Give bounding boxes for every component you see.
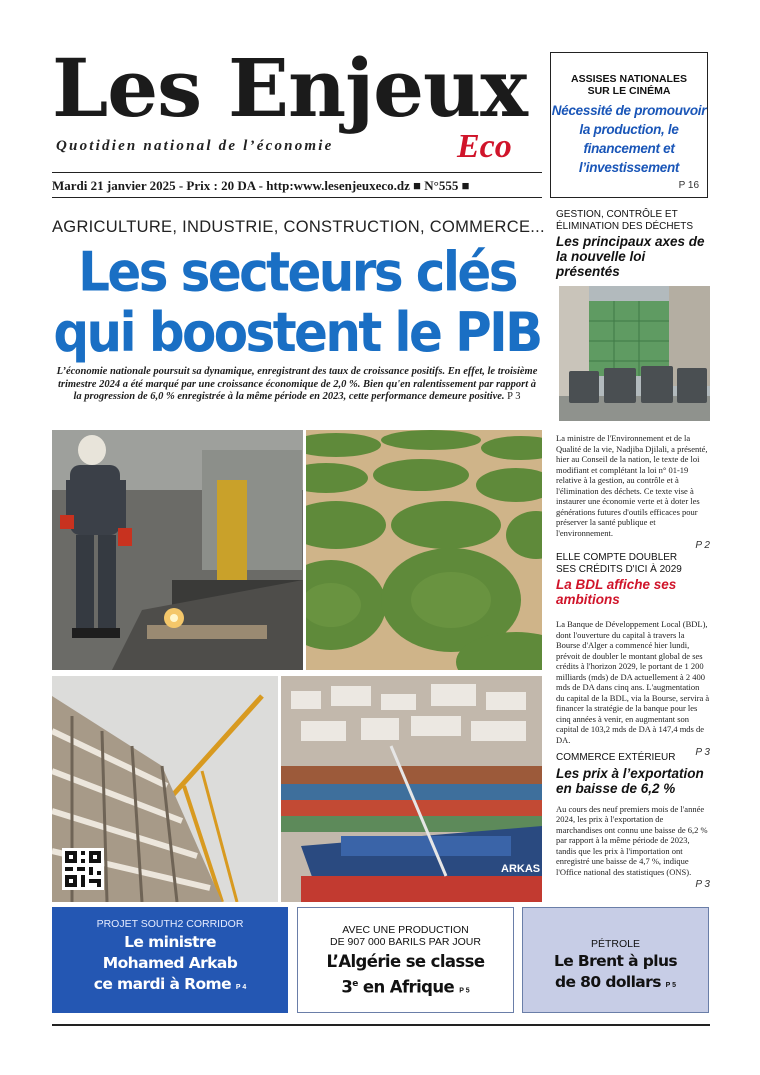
- box2-title: [298, 951, 513, 1003]
- article2-body: La Banque de Développement Local (BDL), dont l'ouverture du capital à travers la Bourse d'Alger a commencé hier lundi, prévoit de doubler le montant global de ses crédits à l'horizon 2029, le portant de 1 200 milliards (mds) de DA actuellement à 2 400 mds de DA dans cinq ans. L'augmentation du capital de la BDL, via la Bourse, servira à financer la stratégie de la banque pour les cinq années à venir, en augmentant son capital de 103,2 mds de DA à 147,4 mds de DA.: [556, 619, 710, 745]
- box1-line3-wrap: [52, 974, 288, 998]
- box2-kicker-line1: AVEC UNE PRODUCTION: [342, 924, 469, 936]
- box1-kicker: PROJET SOUTH2 CORRIDOR: [96, 918, 244, 930]
- box2-line1: L’Algérie se classe: [326, 952, 485, 971]
- box2-line2: en Afrique: [357, 977, 455, 997]
- qr-code[interactable]: [62, 848, 104, 890]
- logo-title: Les Enjeux: [52, 41, 527, 135]
- article3-page: P 3: [695, 879, 710, 890]
- box1-line1: Le ministre: [124, 933, 216, 951]
- box1-line2: Mohamed Arkab: [102, 954, 238, 972]
- article2-kicker: [556, 552, 710, 575]
- article2-kicker-line1: ELLE COMPTE DOUBLER: [556, 552, 678, 563]
- waste-bins-photo: [559, 286, 710, 421]
- ship-hull-text: ARKAS: [501, 863, 541, 875]
- promo-title: Nécessité de promouvoir la production, le financement et l’investissement: [551, 103, 707, 175]
- box3-title: [523, 951, 708, 996]
- article1-kicker: [556, 209, 710, 232]
- box3-line2-wrap: [523, 972, 708, 996]
- box1-line3: ce mardi à Rome: [93, 975, 232, 993]
- box2-page: P 5: [459, 987, 470, 995]
- side-article-bdl[interactable]: [556, 552, 710, 758]
- box-south2-corridor[interactable]: [52, 907, 288, 1013]
- box1-page: P 4: [235, 984, 247, 991]
- article2-kicker-line2: SES CRÉDITS D'ICI À 2029: [556, 563, 682, 575]
- footer-rule: [52, 1024, 710, 1026]
- article1-kicker-line1: GESTION, CONTRÔLE ET: [556, 209, 678, 220]
- port-photo: [281, 676, 542, 902]
- article2-title: La BDL affiche ses ambitions: [556, 577, 677, 607]
- headline-line1: Les secteurs clés: [78, 240, 516, 304]
- box2-line2-wrap: [298, 973, 513, 1003]
- box2-rank-sup: e: [352, 979, 358, 989]
- main-kicker: AGRICULTURE, INDUSTRIE, CONSTRUCTION, COMMERCE...: [52, 218, 545, 236]
- lead-text: L’économie nationale poursuit sa dynamique, enregistrant des taux de croissance positifs. En effet, le troisième trimestre 2024 a été marqué par une croissance économique de 2,0 %. Bien qu'en ralentissement par rapport à la progression de 6,0 % enregistrée à la même période en 2023, cette performance demeure positive.: [56, 366, 538, 402]
- promo-page: P 16: [678, 180, 699, 191]
- masthead: [52, 41, 542, 198]
- box3-line2: de 80 dollars: [554, 973, 661, 991]
- main-lead: [56, 366, 538, 404]
- article1-body: La ministre de l'Environnement et de la Qualité de la vie, Nadjiba Djilali, a présenté, hier au Conseil de la nation, le texte de loi modifiant et complétant la loi n° 01-19 relative à la gestion, au contrôle et à l'élimination des déchets. Ce texte vise à instaurer une économie verte et à doter les générations futures d'outils efficaces pour préserver la santé publique et l'environnement.: [556, 433, 708, 538]
- box-oil-production[interactable]: [297, 907, 514, 1013]
- article3-kicker: COMMERCE EXTÉRIEUR: [556, 752, 676, 763]
- side-article-export[interactable]: [556, 752, 710, 890]
- logo-tagline: Quotidien national de l’économie: [56, 138, 334, 154]
- article1-body-wrap: [556, 433, 710, 551]
- article1-page: P 2: [695, 540, 710, 551]
- article1-title: Les principaux axes de la nouvelle loi présentés: [556, 234, 705, 279]
- headline-line2: qui boostent le PIB: [53, 301, 541, 365]
- side-article-waste[interactable]: [556, 209, 710, 279]
- main-headline[interactable]: [52, 242, 542, 363]
- box3-page: P 5: [665, 982, 677, 989]
- article3-body: Au cours des neuf premiers mois de l'année 2024, les prix à l'exportation de marchandises ont connu une baisse de 6,2 % par rapport à la même période de 2023, tandis que les prix à l'importation ont enregistré une baisse de 4,7 %, indique l'Office national des statistiques (ONS).: [556, 803, 708, 877]
- logo-eco: Eco: [457, 128, 512, 165]
- promo-kicker-line1: ASSISES NATIONALES: [571, 73, 687, 85]
- dateline-rule-bottom: [52, 197, 542, 198]
- promo-kicker-line2: SUR LE CINÉMA: [587, 85, 671, 97]
- dateline: Mardi 21 janvier 2025 - Prix : 20 DA - http:www.lesenjeuxeco.dz ■ N°555 ■: [52, 178, 470, 193]
- box2-kicker-line2: DE 907 000 BARILS PAR JOUR: [330, 936, 481, 948]
- box1-title: [52, 932, 288, 998]
- box2-rank: 3: [341, 977, 353, 997]
- article1-kicker-line2: ÉLIMINATION DES DÉCHETS: [556, 220, 694, 232]
- farmland-photo: [306, 430, 542, 670]
- industry-photo: [52, 430, 303, 670]
- promo-box[interactable]: [550, 52, 708, 198]
- box-brent-price[interactable]: [522, 907, 709, 1013]
- article3-title: Les prix à l’exportation en baisse de 6,2 %: [556, 765, 704, 796]
- promo-kicker: [551, 73, 707, 97]
- box3-kicker: PÉTROLE: [590, 938, 640, 950]
- dateline-rule-top: [52, 172, 542, 173]
- article2-page: P 3: [695, 747, 710, 758]
- lead-page: P 3: [507, 391, 521, 402]
- box3-line1: Le Brent à plus: [553, 952, 678, 970]
- box2-kicker: [298, 924, 513, 948]
